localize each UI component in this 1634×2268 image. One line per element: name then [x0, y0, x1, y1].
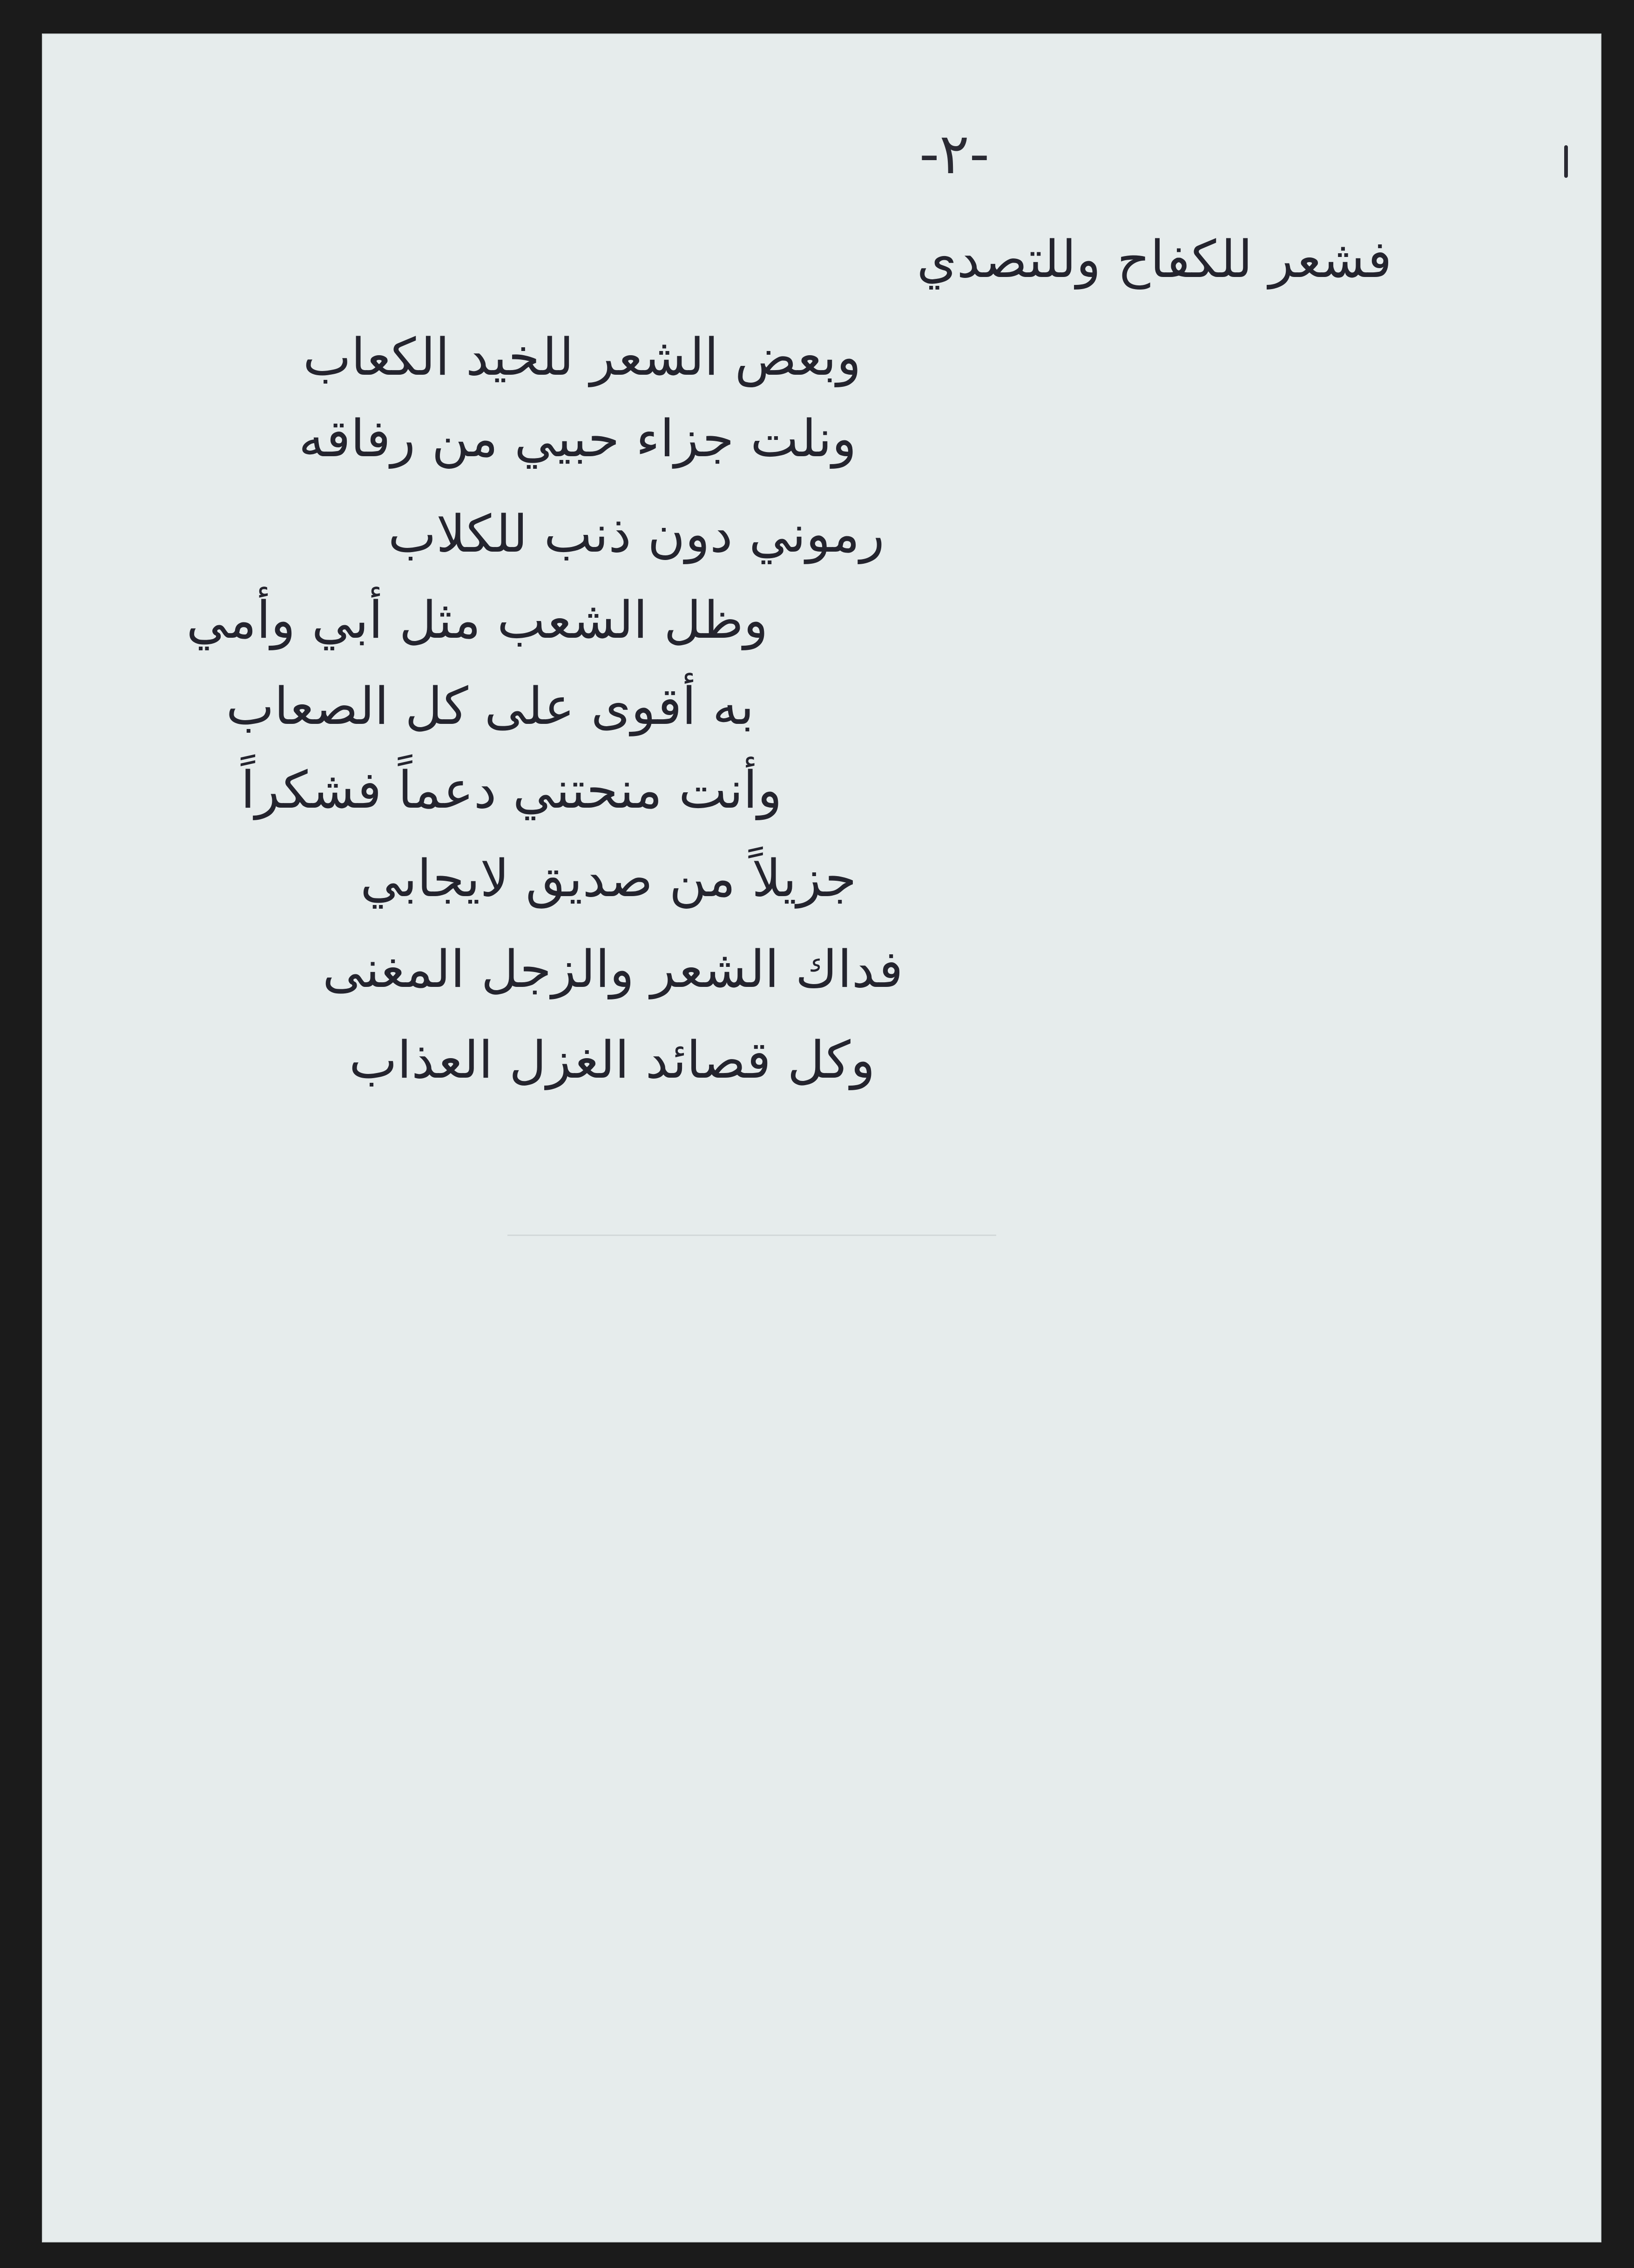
poem-line: وظل الشعب مثل أبي وأمي	[186, 590, 768, 650]
paper-fold-line	[507, 1235, 996, 1236]
poem-line: فشعر للكفاح وللتصدي	[917, 230, 1392, 289]
poem-line: جزيلاً من صديق لايجابي	[360, 849, 857, 908]
poem-line: ونلت جزاء حبيي من رفاقه	[298, 409, 857, 468]
page-number: -٢-	[919, 122, 990, 187]
poem-line: وأنت منحتني دعماً فشكراً	[241, 760, 782, 820]
ink-mark	[1564, 145, 1568, 178]
poem-line: فداك الشعر والزجل المغنى	[322, 939, 903, 999]
poem-line: وكل قصائد الغزل العذاب	[349, 1030, 875, 1090]
poem-line: وبعض الشعر للخيد الكعاب	[303, 327, 861, 387]
poem-line: رموني دون ذنب للكلاب	[388, 504, 885, 564]
letter-page	[42, 34, 1601, 2242]
poem-line: به أقوى على كل الصعاب	[226, 676, 754, 736]
